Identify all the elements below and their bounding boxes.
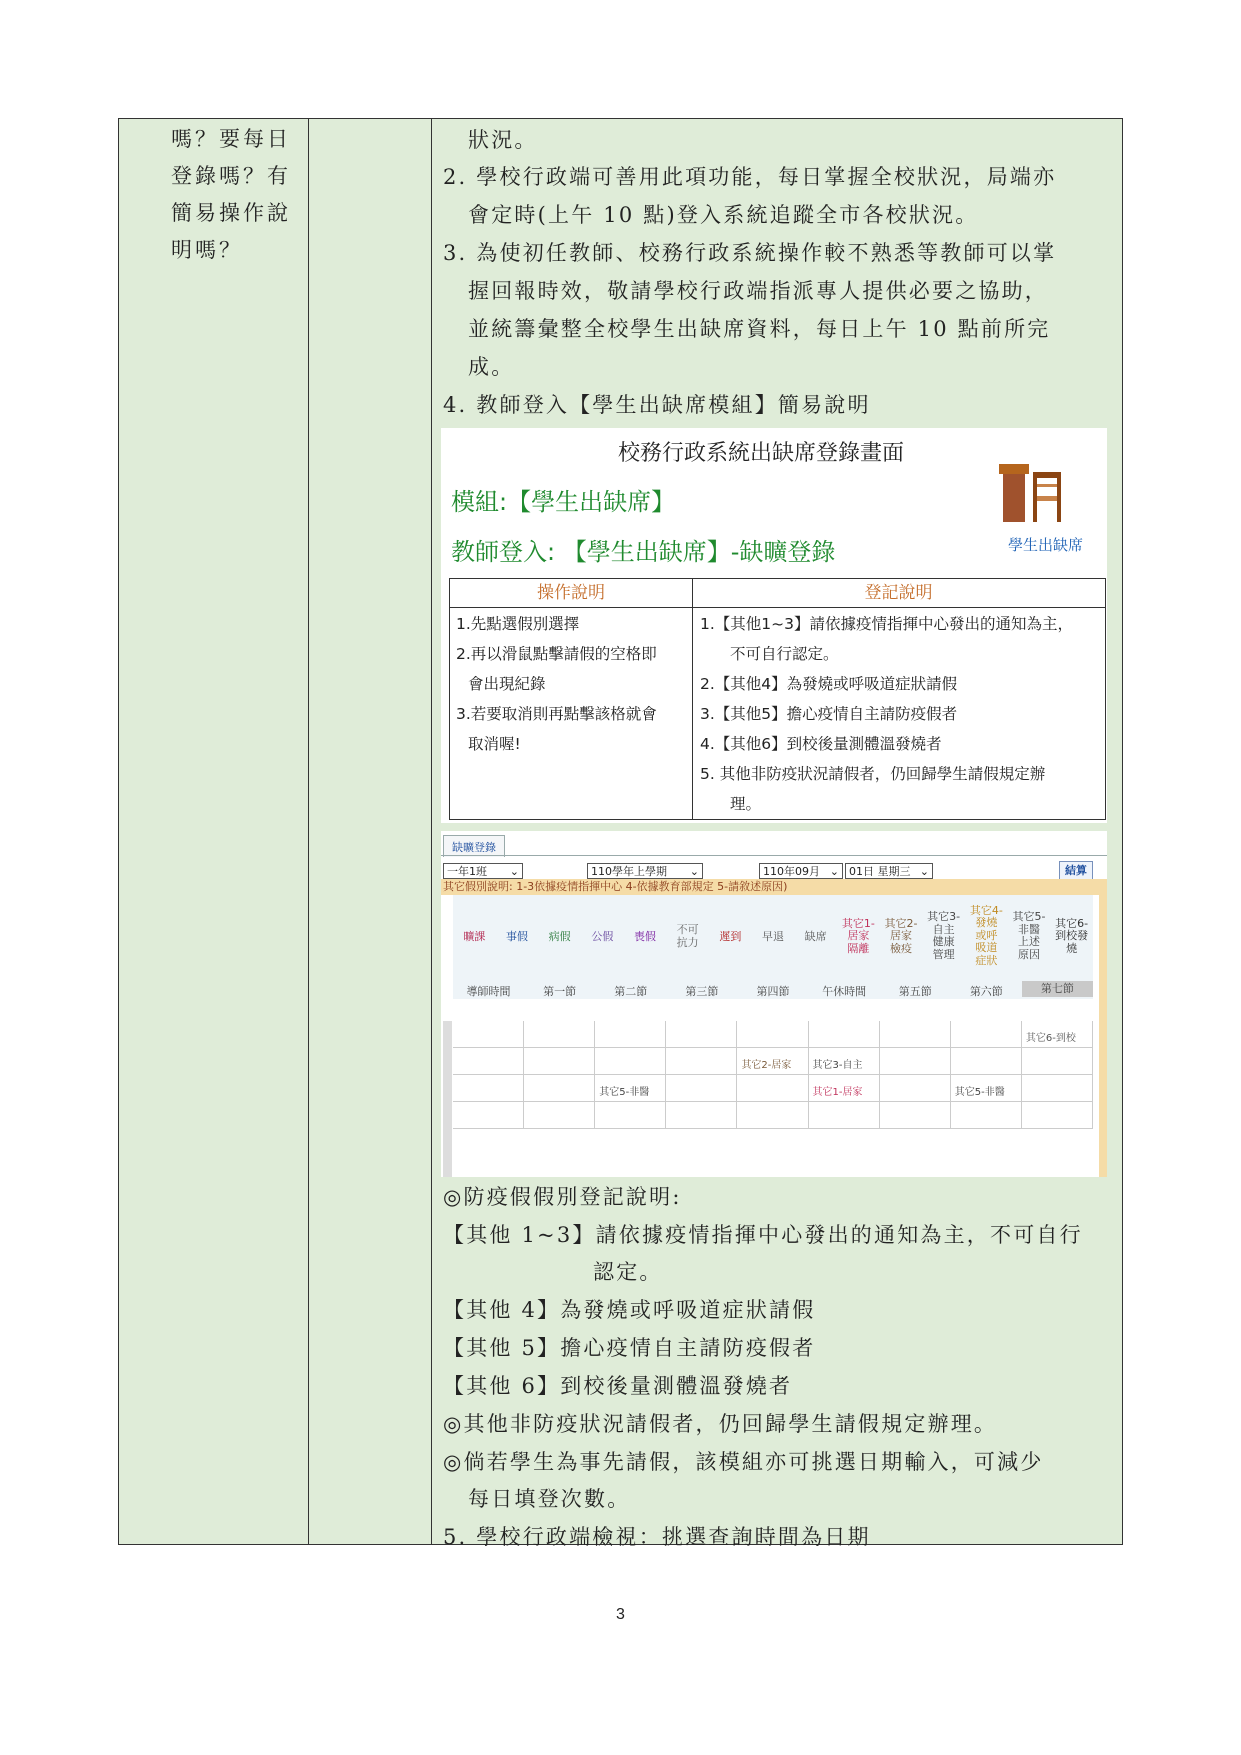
attendance-cell[interactable]: [809, 1021, 880, 1048]
content-table: [118, 118, 1123, 1549]
attendance-entry[interactable]: 其它5-非醫: [954, 1087, 1005, 1098]
paragraph-line: ◎防疫假假別登記說明:: [443, 1185, 682, 1209]
attendance-entry[interactable]: 其它1-居家: [812, 1087, 863, 1098]
question-cell: [171, 121, 311, 269]
paragraph-line: 狀況。: [468, 128, 538, 152]
chevron-down-icon: ⌄: [689, 865, 699, 878]
paragraph-line: 2. 學校行政端可善用此項功能，每日掌握全校狀況，局端亦: [443, 165, 1057, 189]
period-label: 午休時間: [822, 985, 867, 998]
header-operation: 操作說明: [450, 579, 692, 608]
period-label: 第七節: [1022, 981, 1093, 997]
chevron-down-icon: ⌄: [509, 865, 519, 878]
note-line: 5. 其他非防疫狀況請假者，仍回歸學生請假規定辦: [700, 765, 1046, 783]
paragraph-line: ◎其他非防疫狀況請假者，仍回歸學生請假規定辦理。: [443, 1412, 998, 1436]
attendance-cell[interactable]: [524, 1048, 595, 1075]
attendance-cell[interactable]: [737, 1021, 808, 1048]
paragraph-line: 每日填登次數。: [468, 1487, 631, 1511]
module-guide-image: [441, 428, 1107, 823]
leave-type-option[interactable]: 其它3- 自主 健康 管理: [927, 910, 961, 961]
period-label: 第六節: [969, 985, 1003, 998]
leave-type-option[interactable]: 缺席: [804, 929, 827, 943]
term-select-value: 110學年上學期: [591, 865, 667, 878]
attendance-cell[interactable]: [595, 1048, 666, 1075]
attendance-cell[interactable]: [524, 1021, 595, 1048]
leave-type-selector: [453, 895, 1093, 979]
paragraph-line: 認定。: [593, 1260, 663, 1284]
attendance-cell[interactable]: [453, 1021, 524, 1048]
leave-type-option[interactable]: 喪假: [633, 929, 656, 943]
note-line: 1.【其他1~3】請依據疫情指揮中心發出的通知為主，: [700, 615, 1074, 633]
attendance-cell[interactable]: [453, 1075, 524, 1102]
tab-underline: [441, 855, 1107, 856]
month-select[interactable]: [759, 863, 843, 879]
page-number: 3: [616, 1606, 625, 1623]
desk-icon: [997, 456, 1067, 526]
class-select-value: 一年1班: [447, 865, 487, 878]
attendance-cell[interactable]: [880, 1048, 951, 1075]
leave-type-explanation: 其它假別說明: 1-3依據疫情指揮中心 4-依據教育部規定 5-請敘述原因): [441, 879, 1107, 895]
attendance-cell[interactable]: [524, 1102, 595, 1129]
note-line: 3.【其他5】擔心疫情自主請防疫假者: [700, 705, 958, 723]
note-line: 2.【其他4】為發燒或呼吸道症狀請假: [700, 675, 958, 693]
day-select-value: 01日 星期三: [849, 865, 911, 878]
attendance-cell[interactable]: [453, 1048, 524, 1075]
paragraph-line: 成。: [468, 355, 515, 379]
note-line: 4.【其他6】到校後量測體溫發燒者: [700, 735, 942, 753]
day-select[interactable]: [845, 863, 933, 879]
question-line: 登錄嗎？有: [171, 164, 291, 188]
instruction-table: [449, 578, 1106, 820]
scrollbar[interactable]: [443, 1021, 452, 1177]
paragraph-line: 會定時(上午 10 點)登入系統追蹤全市各校狀況。: [468, 203, 979, 227]
leave-type-option[interactable]: 其它2- 居家 檢疫: [884, 916, 918, 955]
registration-notes: [700, 609, 1073, 819]
leave-type-option[interactable]: 其它4- 發燒 或呼 吸道 症狀: [969, 903, 1003, 967]
attendance-cell[interactable]: [666, 1075, 737, 1102]
paragraph-line: 5. 學校行政端檢視：挑選查詢時間為日期: [443, 1525, 871, 1549]
leave-type-option[interactable]: 遲到: [719, 929, 742, 943]
leave-type-option[interactable]: 其它6- 到校發 燒: [1055, 916, 1089, 955]
side-bar: [1099, 879, 1107, 1177]
paragraph-line: 【其他 5】擔心疫情自主請防疫假者: [443, 1336, 816, 1360]
attendance-cell[interactable]: [666, 1048, 737, 1075]
attendance-cell[interactable]: [951, 1048, 1022, 1075]
icon-label: 學生出缺席: [1007, 536, 1083, 554]
attendance-cell[interactable]: [951, 1102, 1022, 1129]
attendance-cell[interactable]: [880, 1021, 951, 1048]
question-line: 簡易操作說: [171, 201, 291, 225]
leave-type-option[interactable]: 不可 抗力: [676, 923, 699, 949]
column-divider: [308, 119, 309, 1544]
tab-absence-registration[interactable]: 缺曠登錄: [443, 835, 505, 857]
guide-title: 校務行政系統出缺席登錄畫面: [617, 441, 904, 466]
note-line: 理。: [730, 795, 762, 813]
attendance-cell[interactable]: [951, 1021, 1022, 1048]
leave-type-option[interactable]: 早退: [761, 929, 784, 943]
teacher-login-heading: 教師登入: 【學生出缺席】-缺曠登錄: [451, 538, 836, 566]
operation-notes: [456, 609, 657, 759]
attendance-cell[interactable]: [880, 1102, 951, 1129]
note-line: 不可自行認定。: [730, 645, 839, 663]
chevron-down-icon: ⌄: [829, 865, 839, 878]
attendance-cell[interactable]: [1022, 1102, 1093, 1129]
attendance-cell[interactable]: [1022, 1048, 1093, 1075]
class-select[interactable]: [443, 863, 523, 879]
paragraph-line: 【其他 4】為發燒或呼吸道症狀請假: [443, 1298, 816, 1322]
attendance-cell[interactable]: [1022, 1075, 1093, 1102]
period-label: 第一節: [543, 985, 577, 998]
month-select-value: 110年09月: [763, 865, 820, 878]
period-header: [453, 979, 1093, 999]
paragraph-line: 4. 教師登入【學生出缺席模組】簡易說明: [443, 393, 871, 417]
leave-type-option[interactable]: 其它1- 居家 隔離: [841, 916, 875, 955]
attendance-cell[interactable]: [524, 1075, 595, 1102]
leave-type-option[interactable]: 其它5- 非醫 上述 原因: [1012, 910, 1046, 961]
paragraph-line: 握回報時效，敬請學校行政端指派專人提供必要之協助，: [468, 279, 1048, 303]
period-label: 第四節: [756, 985, 790, 998]
period-label: 導師時間: [466, 985, 511, 998]
table-divider: [692, 579, 693, 819]
attendance-screen-image: [441, 831, 1107, 1177]
attendance-entry[interactable]: 其它2-居家: [741, 1060, 792, 1071]
paragraph-line: 3. 為使初任教師、校務行政系統操作較不熟悉等教師可以掌: [443, 241, 1057, 265]
period-label: 第二節: [614, 985, 648, 998]
note-line: 2.再以滑鼠點擊請假的空格即: [456, 645, 657, 663]
chevron-down-icon: ⌄: [919, 865, 929, 878]
question-line: 嗎？要每日: [171, 127, 291, 151]
attendance-cell[interactable]: [737, 1102, 808, 1129]
column-divider: [431, 119, 432, 1544]
leave-type-option[interactable]: 事假: [505, 929, 528, 943]
term-select[interactable]: [587, 863, 703, 879]
leave-type-option[interactable]: 病假: [548, 929, 571, 943]
attendance-cell[interactable]: [666, 1021, 737, 1048]
attendance-entry[interactable]: 其它3-自主: [812, 1060, 863, 1071]
attendance-cell[interactable]: [880, 1075, 951, 1102]
note-line: 會出現紀錄: [468, 675, 546, 693]
leave-type-option[interactable]: 曠課: [463, 929, 486, 943]
note-line: 1.先點選假別選擇: [456, 615, 580, 633]
header-registration: 登記說明: [692, 579, 1105, 608]
attendance-cell[interactable]: [737, 1075, 808, 1102]
attendance-cell[interactable]: [453, 1102, 524, 1129]
attendance-cell[interactable]: [809, 1102, 880, 1129]
attendance-cell[interactable]: [666, 1102, 737, 1129]
paragraph-line: 【其他 1~3】請依據疫情指揮中心發出的通知為主，不可自行: [443, 1223, 1083, 1247]
module-heading: 模組:【學生出缺席】: [451, 488, 676, 516]
attendance-cell[interactable]: [595, 1102, 666, 1129]
leave-type-option[interactable]: 公假: [591, 929, 614, 943]
question-line: 明嗎？: [171, 238, 243, 262]
paragraph-line: 【其他 6】到校後量測體溫發燒者: [443, 1374, 793, 1398]
attendance-entry[interactable]: 其它6-到校: [1025, 1033, 1076, 1044]
attendance-grid: [453, 999, 1093, 1177]
calculate-button[interactable]: 結算: [1059, 861, 1093, 881]
attendance-entry[interactable]: 其它5-非醫: [599, 1087, 650, 1098]
note-line: 3.若要取消則再點擊該格就會: [456, 705, 657, 723]
paragraph-line: ◎倘若學生為事先請假，該模組亦可挑選日期輸入，可減少: [443, 1450, 1044, 1474]
period-label: 第三節: [685, 985, 719, 998]
paragraph-line: 並統籌彙整全校學生出缺席資料，每日上午 10 點前所完: [468, 317, 1051, 341]
attendance-cell[interactable]: [595, 1021, 666, 1048]
note-line: 取消喔!: [468, 735, 521, 753]
period-label: 第五節: [898, 985, 932, 998]
